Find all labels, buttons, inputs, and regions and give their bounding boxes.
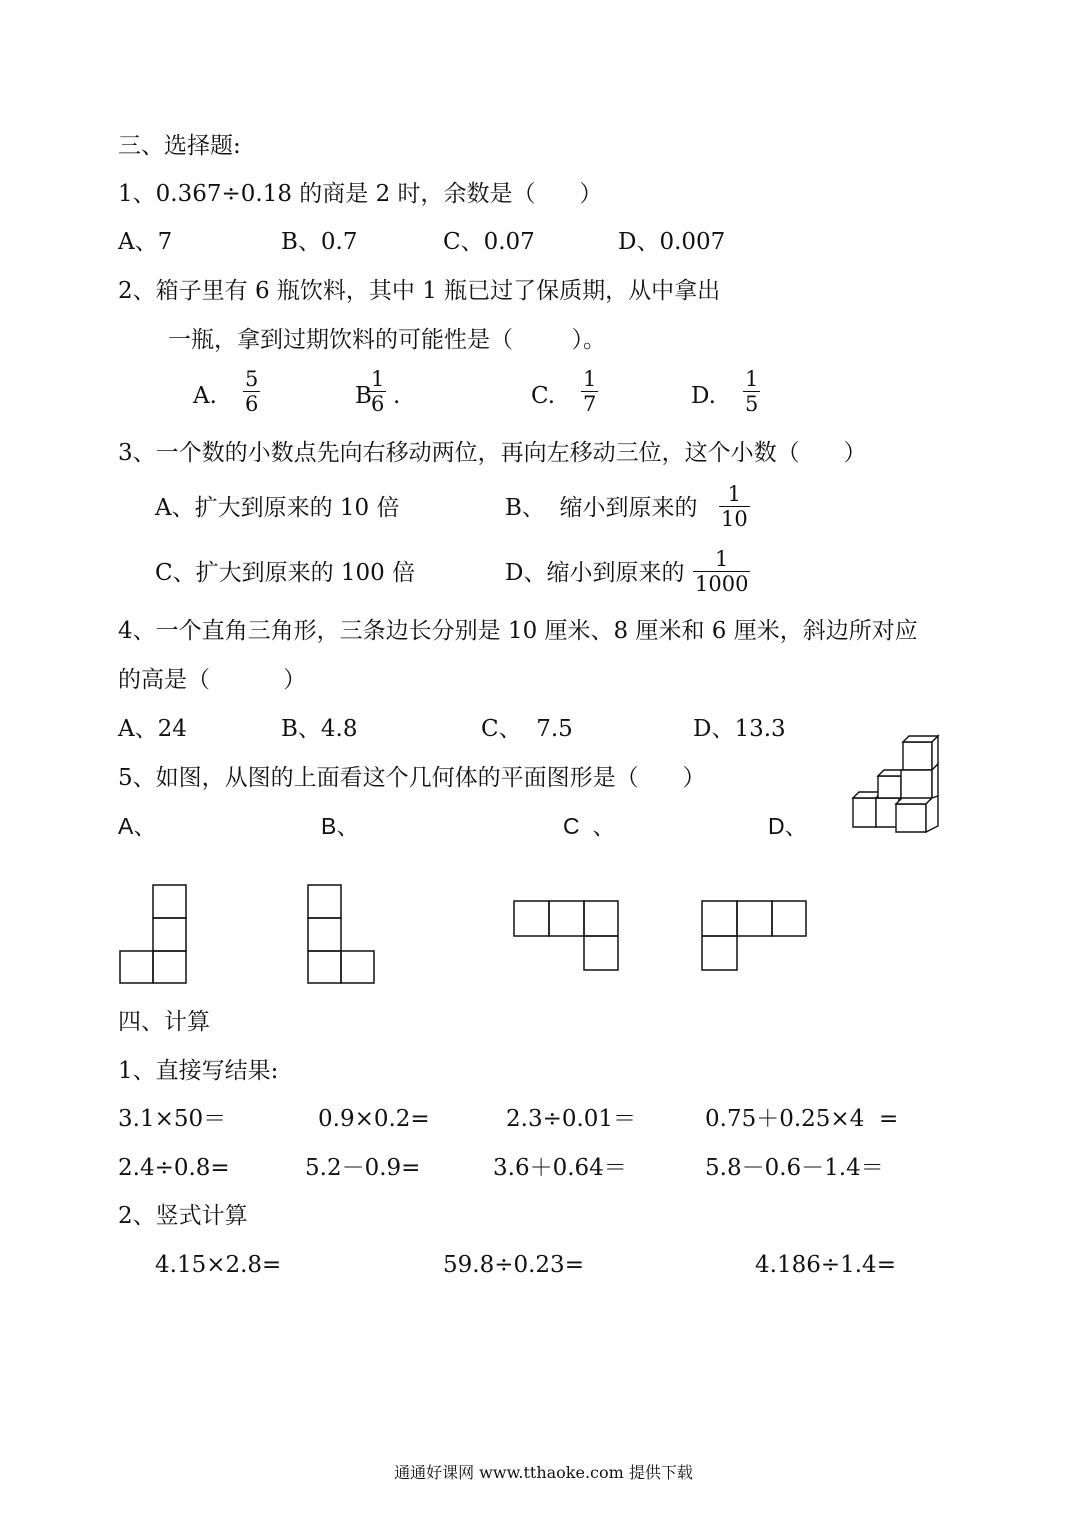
q2-option-d-fraction [743, 367, 760, 416]
q4-option-d: D、13.3 [693, 716, 786, 742]
q5-option-d-figure [701, 900, 807, 972]
q2-option-b-label: B [355, 383, 372, 409]
q3-option-d-text: D、缩小到原来的 [505, 560, 685, 586]
q3-stem: 3、一个数的小数点先向右移动两位，再向左移动三位，这个小数（ ） [118, 440, 867, 466]
q5-option-d-label: D、 [768, 813, 808, 839]
footer-credit: 通通好课网 www.tthaoke.com 提供下载 [394, 1463, 693, 1482]
q3-option-c: C、扩大到原来的 100 倍 [155, 560, 416, 586]
q1-option-c: C、0.07 [443, 229, 535, 255]
calc-r1-c2: 0.9×0.2= [318, 1106, 430, 1132]
q5-option-a-label: A、 [118, 813, 157, 839]
part-2-title: 2、竖式计算 [118, 1203, 248, 1229]
denominator: 10 [721, 507, 748, 531]
q5-stem: 5、如图，从图的上面看这个几何体的平面图形是（ ） [118, 765, 706, 791]
denominator: 5 [745, 392, 759, 416]
section-4-title: 四、计算 [118, 1009, 210, 1035]
numerator: 1 [727, 482, 742, 506]
q1-option-b: B、0.7 [281, 229, 358, 255]
vertical-calc-1: 4.15×2.8= [155, 1252, 282, 1278]
calc-r2-c1: 2.4÷0.8= [118, 1155, 230, 1181]
q2-option-b-fraction [369, 367, 386, 416]
q1-option-d: D、0.007 [618, 229, 726, 255]
numerator: 1 [715, 547, 729, 571]
q2-option-a-fraction [243, 367, 260, 416]
denominator: 1000 [695, 572, 749, 596]
q5-option-a-figure [119, 884, 187, 984]
q2-option-c-fraction [581, 367, 598, 416]
calc-r1-c4: 0.75＋0.25×4 = [705, 1106, 899, 1132]
denominator: 7 [583, 392, 597, 416]
q2-option-a-label: A. [193, 383, 217, 409]
q2-option-d-label: D. [691, 383, 716, 409]
numerator: 1 [371, 367, 385, 391]
calc-r1-c1: 3.1×50＝ [118, 1106, 227, 1132]
q5-option-c-figure [513, 900, 619, 972]
q2-option-b-tail: . [393, 383, 401, 409]
q1-option-a: A、7 [118, 229, 173, 255]
vertical-calc-2: 59.8÷0.23= [443, 1252, 584, 1278]
part-1-title: 1、直接写结果: [118, 1058, 279, 1084]
section-3-title: 三、选择题: [118, 133, 241, 159]
q4-stem-line2: 的高是（ ） [118, 667, 307, 693]
q3-option-b-fraction [719, 482, 750, 531]
denominator: 6 [245, 392, 259, 416]
q4-option-a: A、24 [118, 716, 187, 742]
denominator: 6 [371, 392, 385, 416]
calc-r2-c2: 5.2－0.9= [305, 1155, 421, 1181]
cube-stack-figure [850, 736, 950, 836]
numerator: 1 [745, 367, 759, 391]
calc-r2-c3: 3.6＋0.64＝ [493, 1155, 627, 1181]
q5-option-b-label: B、 [321, 813, 360, 839]
numerator: 1 [583, 367, 597, 391]
q5-option-c-label: C 、 [563, 813, 616, 839]
q2-option-c-label: C. [531, 383, 556, 409]
q4-option-c: C、 7.5 [481, 716, 573, 742]
q3-option-d-fraction [693, 547, 750, 596]
q3-option-b-text: B、 缩小到原来的 [505, 495, 698, 521]
q5-option-b-figure [307, 884, 375, 984]
calc-r1-c3: 2.3÷0.01＝ [506, 1106, 637, 1132]
q1-stem: 1、0.367÷0.18 的商是 2 时，余数是（ ） [118, 181, 603, 207]
q4-option-b: B、4.8 [281, 716, 358, 742]
calc-r2-c4: 5.8－0.6－1.4＝ [705, 1155, 884, 1181]
q2-stem-line2: 一瓶，拿到过期饮料的可能性是（ ）。 [168, 327, 606, 353]
q3-option-a: A、扩大到原来的 10 倍 [155, 495, 400, 521]
q4-stem-line1: 4、一个直角三角形，三条边长分别是 10 厘米、8 厘米和 6 厘米，斜边所对应 [118, 618, 918, 644]
q2-stem-line1: 2、箱子里有 6 瓶饮料，其中 1 瓶已过了保质期，从中拿出 [118, 278, 721, 304]
vertical-calc-3: 4.186÷1.4= [755, 1252, 896, 1278]
numerator: 5 [245, 367, 259, 391]
